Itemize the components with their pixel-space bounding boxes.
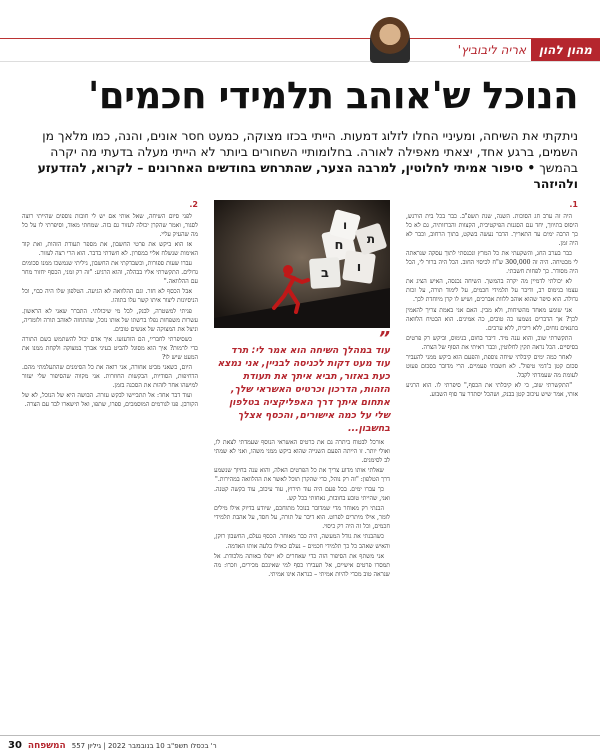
column-3-text	[22, 212, 198, 409]
subtitle-bullet: • סיפור אמיתי לחלוטין, למרבה הצער, שהתרחש בחודשים האחרונים – לקרוא, להזדעזע ולהיזהר	[37, 161, 578, 191]
column-2-text	[214, 438, 390, 725]
brand-logo: המשפחה	[27, 740, 66, 751]
paragraph: לאחר כמה ימים קיבלתי שיחה נוספת, והפעם הוא ביקש ממני להעביר סכום קטן כ'דמי טיפול'. לא חשבתי פעמיים. הרי מדובר בסכום פעוט לעומת מה שעמדתי לקבל.	[406, 353, 578, 379]
paragraph: כבר בערב החג, והשקעתי את כל המרץ ונכנסתי לתוך עסקה שנראתה לי מבטיחה. היה זה 300,000 ש"ח לכיסוי החוב. הכל היה ברור לי, הכל היה מסודר. כך לפחות חשבתי.	[406, 250, 578, 276]
issue-info: ר' בכסלו תשפ"ב 10 בנובמבר 2022 | גיליון 557	[71, 741, 217, 750]
author-photo	[370, 17, 410, 63]
die-letter-4: ו	[342, 218, 348, 232]
paragraph: ועוד דבר אחד: אל תתביישו לבקש עזרה. הבושה היא של הנוכל, לא של הקורבן. פנו לגורמים המוסמכים, ספרו, שתפו, ואל תישארו לבד עם הצרה.	[22, 391, 198, 408]
author-separator	[533, 43, 534, 57]
author-name: אריה ליבוביץ'	[457, 43, 526, 57]
paragraph: כשסיפרתי לחבריי, הם הזדעזעו. איך אדם יכול להשתמש בשם התורה כדי לרמות? איך הוא מסוגל להביט בעיני אברך במצוקה ולקחת ממנו את המעט שיש לו?	[22, 335, 198, 361]
paragraph: כך עברו ימים. בכל פעם היה עוד תירוץ, עוד עיכוב, עוד בקשה קטנה. ואני, שהייתי טובע בחובות, נאחזתי בכל קש.	[214, 486, 390, 503]
headline: הנוכל ש'אוהב תלמידי חכמים'	[88, 74, 578, 117]
paragraph: התקשרתי שוב, והוא ענה מיד. דיבר בחום, בנימוס, וביקש רק פרטים בסיסיים. הכל נראה תקין לחלוטין, וכבר ראיתי את הסוף של הצרה.	[406, 334, 578, 351]
subtitle-text: ניתקתי את השיחה, ומעיניי החלו לזלוג דמעות. הייתי בכזו מצוקה, כמעט חסר אונים, והנה, כמו מלאך מן השמים, ברגע אחד, יצאתי מאפילה לאורה. בחלומותיי השחורים ביותר לא הייתי מעלה בדעתי מה יקרה בהמשך	[42, 129, 578, 175]
header-bar	[0, 38, 600, 62]
paragraph: פניתי למשטרה, לבנק, לכל מי שיכולתי. התברר שאני לא הראשון. עשרות משפחות נפלו ברשתו של אותו נוכל, שהתחזה לאוהב תורה ולומדיה, וניצל את המצוקה של אנשים טובים.	[22, 307, 198, 333]
paragraph: אז הוא ביקש את פרטי החשבון, את מספר תעודת הזהות, ואת קוד האימות שנשלח אליי במסרון. לא חשדתי בדבר. הוא הרי רצה לעזור.	[22, 241, 198, 258]
paragraph: הבנתי רק מאוחר מדי שמדובר בנוכל מתוחכם, שיודע בדיוק אילו מילים לומר, אילו מיתרים לפרוט. הוא דיבר על תורה, על חסד, על אהבת תלמידי חכמים, וכל זה היה רק כיסוי.	[214, 505, 390, 531]
column-1-text	[406, 212, 578, 399]
column-2	[214, 200, 390, 725]
section-number-1: 1.	[569, 200, 578, 209]
paragraph: אני משתף את הסיפור הזה כדי שאחרים לא ייפלו באותה מלכודת. אל תמסרו פרטים אישיים, אל תעבירו כסף למי שאינכם מכירים, וזכרו: מה שנראה טוב מכדי להיות אמיתי – כנראה אינו אמיתי.	[214, 552, 390, 578]
subtitle	[22, 128, 578, 192]
page-number: 30	[8, 740, 22, 751]
paragraph: היה זה ערב חג הסוכות. השנה, שנת תשפ"ב. כבר בכל בית הורגש, היסוס בתיווך, יחד עם הסגנות הפיקטיבית, הקצוות והכרזותיה, גם לא כל כך הרבה ימים עד התאריך. הדבר נעשה בשקט, בתוך הרחוב, וכבר לא היה זמן.	[406, 213, 578, 248]
quote-mark-icon: ”	[378, 328, 390, 349]
die-letter-1: ח	[334, 238, 344, 253]
paragraph: אני שומע מאחד מהשיחות, ולא מבין. האם אני באמת צריך להאמין לכך? אך הדברים נשמעו כה טובים, כה אמינים. הוא הבטיח הלוואה בתנאים נוחים, ללא ריבית, ללא ערבים.	[406, 306, 578, 332]
pull-quote-text: עוד במהלך השיחה הוא אמר לי: תרד עוד מעט דקות לכניסה לבניין, אני נמצא כעת באזור, תביא איתך את תעודת הזהות, הדרכון וכרטיס האשראי שלך, אתחום איתך דרך האפליקציה בטלפון שלי על כמה אישורים, והכסף אצלך בחשבון...	[217, 345, 390, 434]
paragraph: לפני סיום השיחה, שאל אותי אם יש לי חובות נוספים שהייתי רוצה לסגור, ואמר שהקרן יכולה לעזור גם בזה. שמחתי מאוד, וסיפרתי לו על כל מה שהעיק עליי.	[22, 213, 198, 239]
page-footer	[0, 735, 600, 755]
die-letter-5: ת	[366, 232, 376, 246]
section-number-2: 2.	[189, 200, 198, 209]
column-3	[22, 200, 198, 725]
paragraph: לא יכולתי לדמיין מה יקרה בהמשך. השיחה נכנסה, האיש הציג את עצמו בנימוס רב, ודיבר על תלמידי חכמים, על לימוד תורה, על זכות גדולה. הוא סיפר שהוא אוהב ללוות אברכים, ושיש לו קרן מיוחדת לכך.	[406, 278, 578, 304]
die-letter-2: ו	[356, 260, 362, 275]
paragraph: היום, כשאני מביט אחורה, אני רואה את כל הסימנים שהתעלמתי מהם. הדחיפות, הסודיות, הבקשות החוזרות. אני מקווה שהסיפור שלי יעזור למישהו אחר לזהות את הסכנה בזמן.	[22, 363, 198, 389]
series-label: מהון להון	[531, 39, 600, 61]
paragraph: "התקשרתי שוב, כי לא קיבלתי את הכסף," סיפרתי לו. הוא הרגיע אותי, אמר שיש עיכוב קטן בבנק, ושהכל יסתדר עד סוף השבוע.	[406, 381, 578, 398]
paragraph: שאלתי אותו מדוע צריך את כל הפרטים האלה, והוא ענה בחיוך שנשמע דרך הטלפון: "זה רק נוהל, כדי שהקרן תוכל לאשר את ההלוואה במהירות."	[214, 467, 390, 484]
paragraph: אורכל לבטוח ביתרה גם את כרטיס האשראי הנוסף שעמדתי לצאת לו, ואולי יותר. זו הייתה הפעם השנייה שהוא ביקש ממני משהו, ואני לא שמתי לב לסימנים.	[214, 439, 390, 465]
paragraph: כשהבנתי את גודל המעשה, היה כבר מאוחר. הכסף נעלם, החשבון רוקן, והאיש שאהב כל כך תלמידי חכמים – נעלם כאילו בלעה אותו האדמה.	[214, 533, 390, 550]
column-1	[406, 200, 578, 725]
paragraph: אבל הכסף לא חזר. וגם ההלוואה לא הגיעה. הטלפון שלו היה כבוי, וכל הניסיונות ליצור איתו קשר עלו בתוהו.	[22, 288, 198, 305]
article-columns	[22, 200, 578, 725]
die-letter-3: ב	[321, 266, 329, 281]
paragraph: עברו שעות ספורות, וכשבדקתי את החשבון, גיליתי שנמשכו ממנו סכומים גדולים. התקשרתי אליו בבהלה, והוא הרגיע: "זה רק זמני, הכסף יחזור מחר עם ההלוואה."	[22, 260, 198, 286]
